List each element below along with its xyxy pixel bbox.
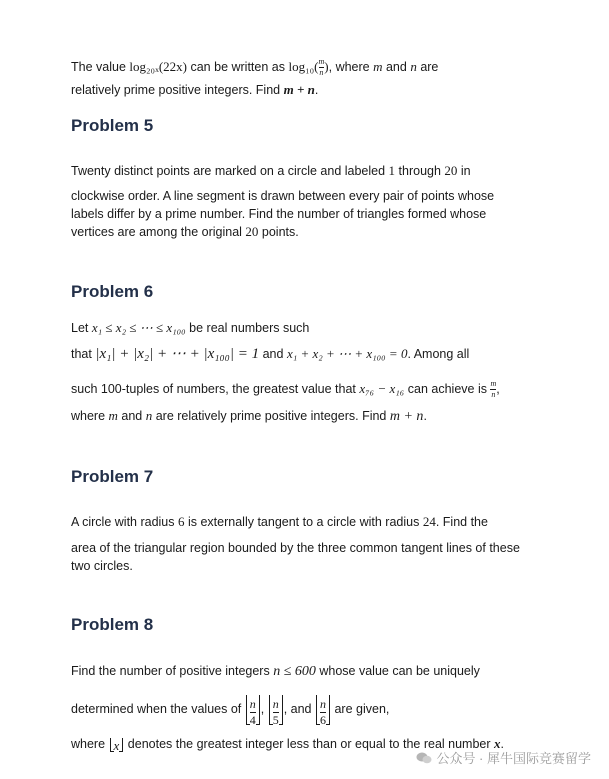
- problem-5-line-1: Twenty distinct points are marked on a circle and labeled 1 through 20 in: [71, 163, 471, 178]
- intro-log-expression: log₂₀ₓ(22x): [129, 58, 187, 74]
- problem-6-line-4: where m and n are relatively prime positive integers. Find m + n.: [71, 408, 427, 424]
- intro-line-1: The value log₂₀ₓ(22x) can be written as log₁₀( $\frac{m}{n}$ ), where m and n are: [71, 57, 439, 77]
- problem-8-line-2: determined when the values of $\frac{n}{4}$ , $\frac{n}{5}$ , and $\frac{n}{6}$ are given,: [71, 692, 389, 726]
- problem-5-line-4: vertices are among the original 20 points.: [71, 224, 299, 239]
- floor-n-over-6: $\frac{n}{6}$: [316, 695, 330, 725]
- problem-5-line-3: labels differ by a prime number. Find the number of triangles formed whose: [71, 207, 487, 221]
- wechat-icon: [416, 752, 432, 764]
- watermark: [416, 748, 591, 767]
- problem-7-heading: Problem 7: [71, 467, 154, 486]
- problem-6-line-3: such 100-tuples of numbers, the greatest value that x₇₆ − x₁₆ can achieve is $\frac{m}{n}$ ,: [71, 379, 500, 399]
- problem-8-line-3: where x denotes the greatest integer less than or equal to the real number x.: [71, 736, 504, 753]
- floor-x: x: [110, 738, 124, 752]
- problem-8-heading: Problem 8: [71, 615, 154, 634]
- watermark-text: 公众号 · 犀牛国际竞赛留学: [436, 751, 591, 766]
- problem-6-heading: Problem 6: [71, 282, 154, 301]
- floor-n-over-4: $\frac{n}{4}$: [246, 695, 260, 725]
- intro-fraction: $\frac{m}{n}$: [318, 57, 325, 77]
- floor-n-over-5: $\frac{n}{5}$: [269, 695, 283, 725]
- problem-5-line-2: clockwise order. A line segment is drawn between every pair of points whose: [71, 189, 495, 203]
- problem-6-fraction: $\frac{m}{n}$: [490, 379, 497, 399]
- problem-7-line-2: area of the triangular region bounded by the three common tangent lines of these: [71, 541, 520, 555]
- problem-8-line-1: Find the number of positive integers n ≤ 600 whose value can be uniquely: [71, 664, 480, 679]
- problem-5-heading: Problem 5: [71, 116, 154, 135]
- intro-line-2: relatively prime positive integers. Find m + n.: [71, 82, 319, 97]
- problem-7-line-1: A circle with radius 6 is externally tangent to a circle with radius 24. Find the: [71, 514, 488, 529]
- problem-7-line-3: two circles.: [71, 559, 133, 573]
- problem-6-line-1: Let x₁ ≤ x₂ ≤ ⋯ ≤ x₁₀₀ be real numbers such: [71, 320, 310, 335]
- problem-6-line-2: that |x₁| + |x₂| + ⋯ + |x₁₀₀| = 1 and x₁ + x₂ + ⋯ + x₁₀₀ = 0. Among all: [71, 346, 470, 362]
